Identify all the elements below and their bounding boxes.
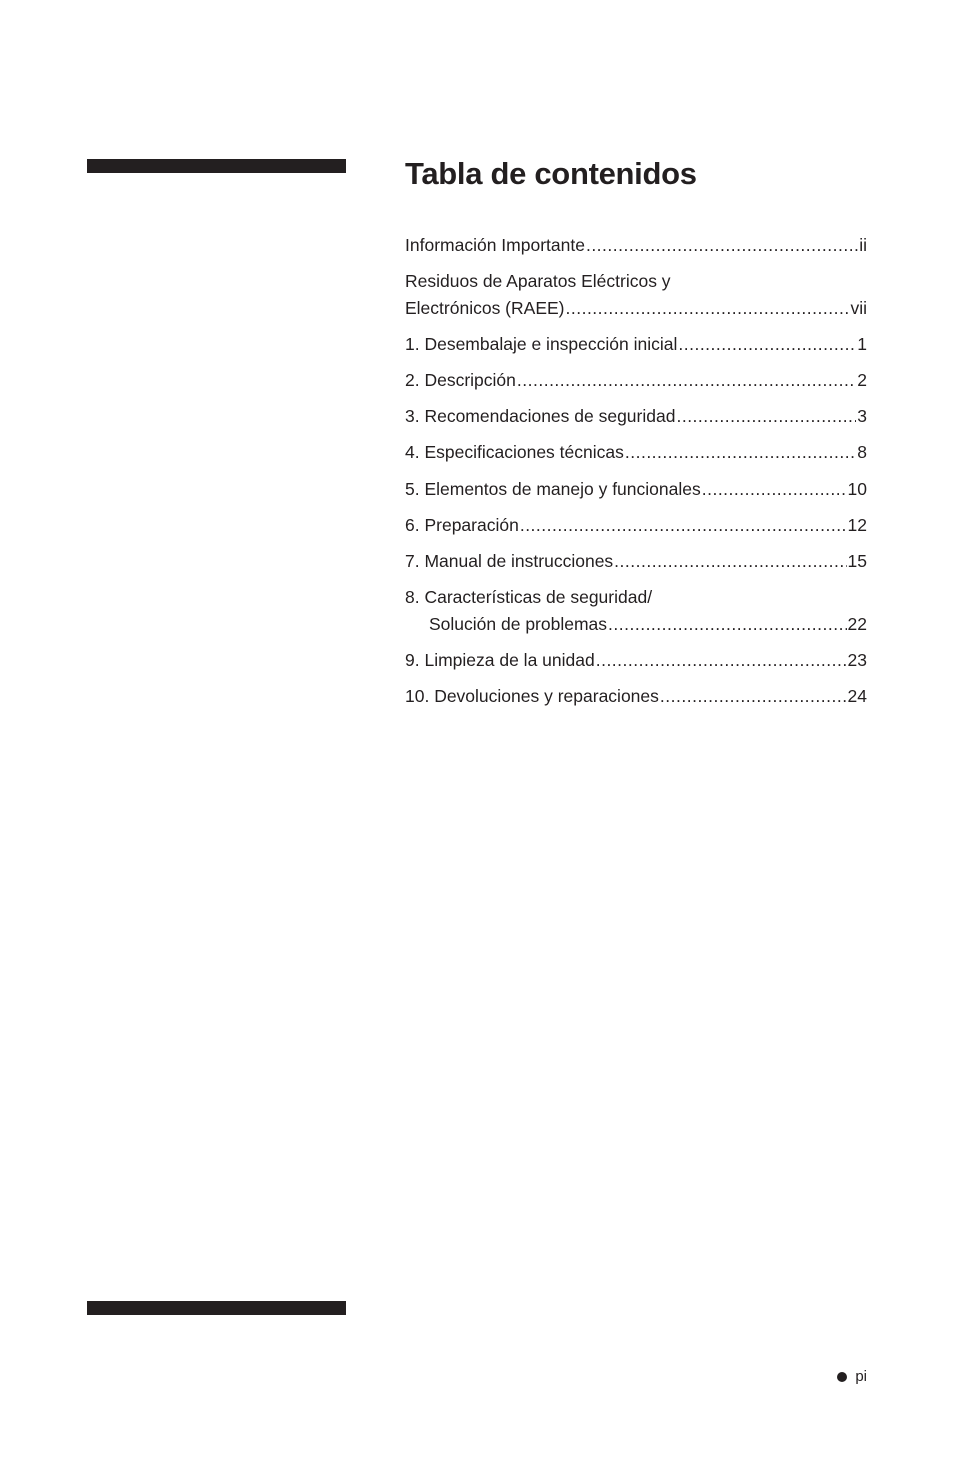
toc-page-number: vii: [850, 298, 867, 318]
toc-entry-label: 8. Características de seguridad/: [405, 587, 653, 607]
toc-entry-label: 10. Devoluciones y reparaciones: [405, 686, 659, 706]
toc-entry-5[interactable]: [405, 476, 867, 503]
toc-entry-2[interactable]: [405, 367, 867, 394]
toc-entry-label: 3. Recomendaciones de seguridad: [405, 406, 676, 426]
toc-leader-dots: [517, 367, 856, 394]
toc-entry-label: 2. Descripción: [405, 370, 516, 390]
toc-leader-dots: [702, 476, 847, 503]
toc-entry-3[interactable]: [405, 403, 867, 430]
toc-page-number: 15: [847, 551, 867, 571]
toc-entry-label: 7. Manual de instrucciones: [405, 551, 614, 571]
toc-entry-label: Residuos de Aparatos Eléctricos y: [405, 271, 671, 291]
toc-entry-4[interactable]: [405, 439, 867, 466]
toc-leader-dots: [566, 295, 850, 322]
toc-leader-dots: [608, 611, 847, 638]
toc-entry-label: Solución de problemas: [429, 614, 608, 634]
page-title: Tabla de contenidos: [405, 156, 697, 191]
toc-entry-raee[interactable]: [405, 268, 867, 322]
toc-leader-dots: [596, 647, 847, 674]
toc-entry-label: 6. Preparación: [405, 515, 519, 535]
toc-leader-dots: [678, 331, 856, 358]
toc-page-number: 24: [847, 686, 867, 706]
toc-entry-label: 5. Elementos de manejo y funcionales: [405, 479, 701, 499]
bullet-icon: [837, 1372, 847, 1382]
bottom-decorative-bar: [87, 1301, 346, 1315]
toc-page-number: 3: [857, 406, 867, 426]
toc-page-number: 23: [847, 650, 867, 670]
toc-entry-label: Información Importante: [405, 235, 585, 255]
page-footer: [837, 1366, 867, 1388]
toc-entry-label: 4. Especificaciones técnicas: [405, 442, 624, 462]
toc-leader-dots: [625, 439, 856, 466]
toc-entry-6[interactable]: [405, 512, 867, 539]
toc-page-number: 1: [857, 334, 867, 354]
toc-leader-dots: [614, 548, 846, 575]
toc-page-number: ii: [859, 235, 867, 255]
toc-entry-9[interactable]: [405, 647, 867, 674]
toc-leader-dots: [586, 232, 858, 259]
toc-entry-8[interactable]: [405, 584, 867, 638]
toc-leader-dots: [520, 512, 847, 539]
toc-leader-dots: [660, 683, 847, 710]
toc-entry-1[interactable]: [405, 331, 867, 358]
toc-page-number: 12: [847, 515, 867, 535]
top-decorative-bar: [87, 159, 346, 173]
toc-page-number: 10: [847, 479, 867, 499]
toc-entry-10[interactable]: [405, 683, 867, 710]
toc-entry-label: 1. Desembalaje e inspección inicial: [405, 334, 678, 354]
toc-entry-7[interactable]: [405, 548, 867, 575]
toc-entry-label: Electrónicos (RAEE): [405, 298, 565, 318]
toc-page-number: 22: [847, 614, 867, 634]
toc-entry-important-info[interactable]: [405, 232, 867, 259]
footer-page-number: pi: [855, 1368, 867, 1385]
toc-leader-dots: [676, 403, 856, 430]
toc-page-number: 8: [857, 442, 867, 462]
toc-page-number: 2: [857, 370, 867, 390]
toc-entry-label: 9. Limpieza de la unidad: [405, 650, 595, 670]
